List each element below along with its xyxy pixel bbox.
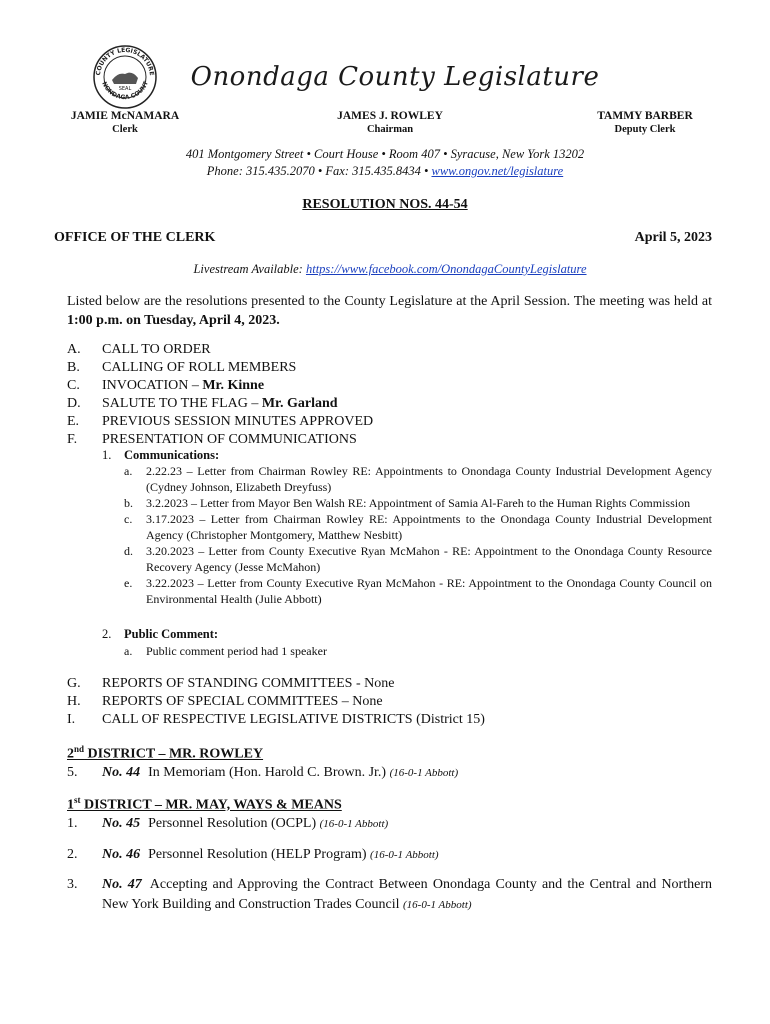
agenda-list (67, 341, 712, 449)
seal-center-text: SEAL (118, 86, 132, 92)
sub-number: 1. (102, 448, 112, 462)
agenda-text: PREVIOUS SESSION MINUTES APPROVED (102, 414, 374, 429)
resolution-title-text: Personnel Resolution (HELP Program) (148, 847, 367, 862)
vote-tally: (16-0-1 Abbott) (403, 899, 472, 911)
public-comment-heading (102, 627, 712, 642)
officer-role: Chairman (366, 124, 414, 135)
officer-role: Clerk (112, 124, 138, 135)
communication-item: a. 2.22.23 – Letter from Chairman Rowley RE: Appointments to Onondaga County Industrial Development Agency (Cydney Johnson, Elizabeth Dreyfuss) (124, 464, 712, 494)
vote-tally: (16-0-1 Abbott) (389, 767, 459, 779)
website-link[interactable]: www.ongov.net/legislature (431, 164, 564, 178)
agenda-text: PRESENTATION OF COMMUNICATIONS (102, 432, 357, 447)
resolution-item (67, 845, 712, 865)
communication-item: e. 3.22.2023 – Letter from County Executive Ryan McMahon - RE: Appointment to the Onondaga County Council on Environmental Health (Julie Abbott) (124, 576, 712, 606)
vote-tally: (16-0-1 Abbott) (370, 849, 439, 861)
agenda-text: SALUTE TO THE FLAG – Mr. Garland (102, 396, 338, 411)
phone-line (0, 163, 770, 180)
seal-bottom-text: NONDAGA COUNT (100, 80, 150, 102)
item-number: 1. (67, 816, 78, 831)
agenda-letter: I. (67, 712, 76, 727)
resolution-number: No. 44 (102, 765, 141, 780)
officer-role: Deputy Clerk (614, 124, 676, 135)
livestream-link[interactable]: https://www.facebook.com/OnondagaCountyLegislature (305, 262, 587, 276)
agenda-letter: B. (67, 360, 80, 375)
resolution-title-text: In Memoriam (Hon. Harold C. Brown. Jr.) (148, 765, 387, 780)
officer-chairman (320, 109, 460, 137)
agenda-letter: H. (67, 694, 81, 709)
vote-tally: (16-0-1 Abbott) (319, 818, 389, 830)
officer-name: TAMMY BARBER (597, 110, 693, 122)
resolution-item (67, 763, 712, 783)
public-comment-item: a. Public comment period had 1 speaker (124, 644, 327, 658)
org-title: Onondaga County Legislature (190, 62, 600, 92)
item-number: 5. (67, 765, 78, 780)
communication-item: d. 3.20.2023 – Letter from County Executive Ryan McMahon - RE: Appointment to the Onondaga County Resource Recovery Agency (Jesse McMahon) (124, 544, 712, 574)
intro-time: 1:00 p.m. on Tuesday, April 4, 2023. (67, 313, 280, 328)
communication-item: c. 3.17.2023 – Letter from Chairman Rowley RE: Appointments to the Onondaga County Industrial Development Agency (Christopher Montgomery, Matthew Nesbitt) (124, 512, 712, 542)
agenda-item (67, 395, 712, 413)
agenda-letter: D. (67, 396, 81, 411)
resolution-number: No. 47 (102, 877, 142, 892)
agenda-text: REPORTS OF SPECIAL COMMITTEES – None (102, 694, 383, 709)
resolution-number: No. 46 (102, 847, 141, 862)
district-heading: 2nd DISTRICT – MR. ROWLEY (67, 744, 264, 762)
agenda-list-continued (67, 675, 712, 729)
item-number: 3. (67, 877, 78, 892)
seal-top-text: COUNTY LEGISLATURE (94, 46, 156, 76)
livestream-label: Livestream Available: (193, 262, 303, 276)
resolution-title: RESOLUTION NOS. 44-54 (302, 197, 468, 212)
document-date: April 5, 2023 (634, 230, 712, 245)
agenda-item (67, 431, 712, 449)
agenda-text: REPORTS OF STANDING COMMITTEES - None (102, 676, 395, 691)
district-heading: 1st DISTRICT – MR. MAY, WAYS & MEANS (67, 795, 342, 813)
agenda-item (67, 711, 712, 729)
officer-name: JAMES J. ROWLEY (337, 110, 443, 122)
intro-paragraph (67, 292, 712, 330)
phone-fax: Phone: 315.435.2070 • Fax: 315.435.8434 • (206, 164, 429, 178)
agenda-letter: E. (67, 414, 80, 429)
communications-heading (102, 448, 712, 463)
agenda-item (67, 377, 712, 395)
sub-heading: Public Comment: (124, 627, 219, 641)
agenda-text: INVOCATION – Mr. Kinne (102, 378, 265, 393)
agenda-item (67, 675, 712, 693)
resolution-title-text: Personnel Resolution (OCPL) (148, 816, 317, 831)
resolution-item (67, 875, 712, 915)
agenda-item (67, 693, 712, 711)
agenda-item (67, 359, 712, 377)
agenda-item (67, 341, 712, 359)
agenda-text: CALLING OF ROLL MEMBERS (102, 360, 297, 375)
resolution-number: No. 45 (102, 816, 141, 831)
agenda-text: CALL TO ORDER (102, 342, 211, 357)
agenda-letter: A. (67, 342, 81, 357)
officer-name: JAMIE McNAMARA (70, 110, 180, 122)
intro-text: Listed below are the resolutions presented to the County Legislature at the April Session. The meeting was held at (67, 294, 712, 309)
office-label: OFFICE OF THE CLERK (54, 230, 216, 245)
communications-list (124, 463, 712, 607)
resolution-title-text: Accepting and Approving the Contract Between Onondaga County and the Central and Northern New York Building and Construction Trades Council (102, 877, 712, 912)
agenda-item (67, 413, 712, 431)
communication-item: b. 3.2.2023 – Letter from Mayor Ben Walsh RE: Appointment of Samia Al-Fareh to the Human Rights Commission (124, 496, 691, 510)
sub-heading: Communications: (124, 448, 220, 462)
agenda-letter: C. (67, 378, 80, 393)
livestream-line (0, 262, 770, 277)
agenda-letter: G. (67, 676, 81, 691)
public-comment-list (124, 643, 712, 659)
resolution-item (67, 814, 712, 834)
agenda-letter: F. (67, 432, 78, 447)
sub-number: 2. (102, 627, 112, 641)
item-number: 2. (67, 847, 78, 862)
agenda-text: CALL OF RESPECTIVE LEGISLATIVE DISTRICTS (District 15) (102, 712, 485, 727)
officer-clerk (60, 109, 190, 137)
address-line: 401 Montgomery Street • Court House • Room 407 • Syracuse, New York 13202 (185, 147, 585, 161)
officer-deputy-clerk (585, 109, 705, 137)
